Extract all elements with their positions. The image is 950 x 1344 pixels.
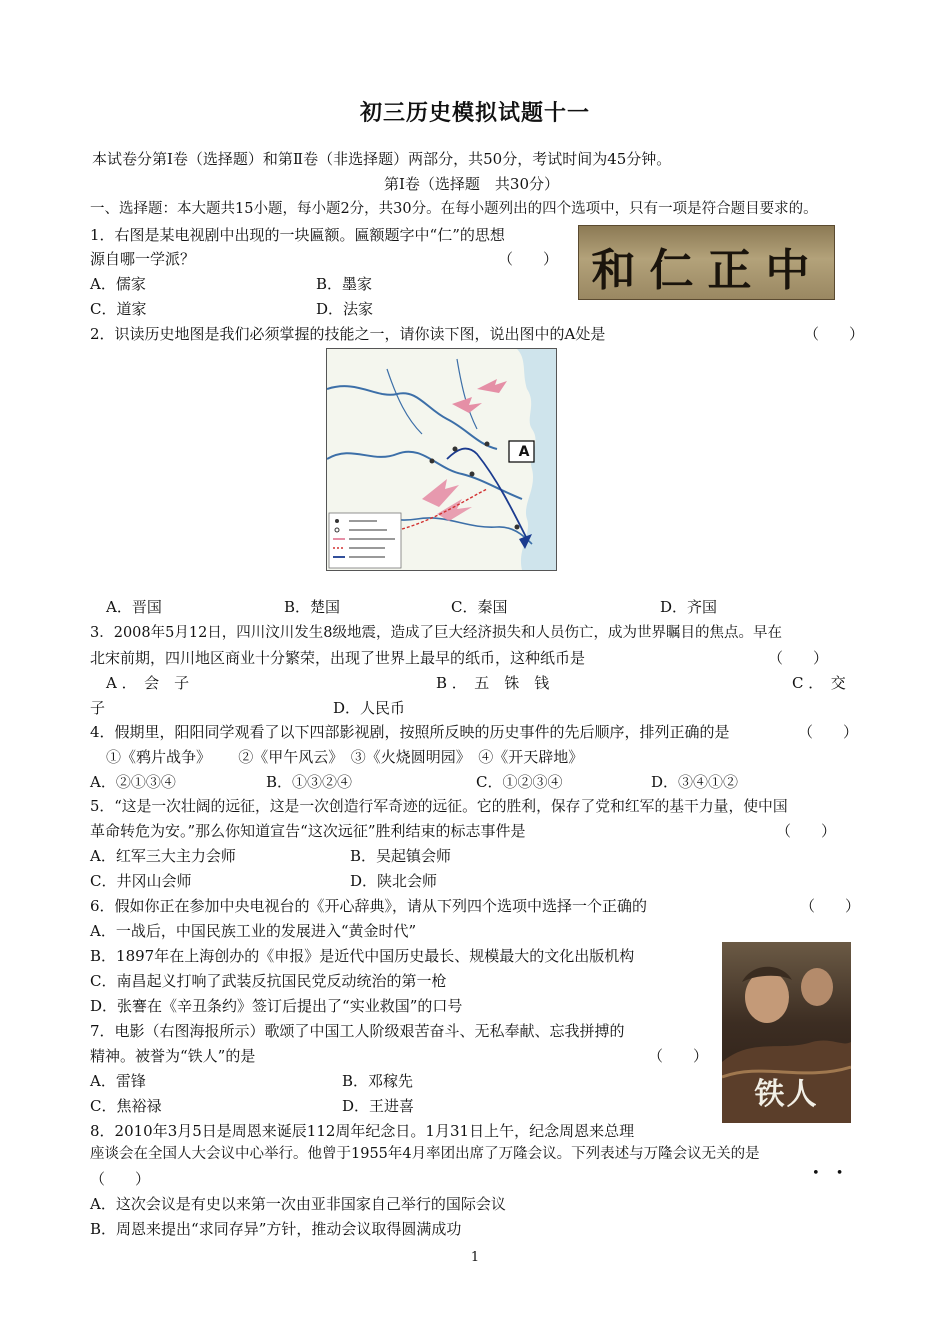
q1-option-a[interactable]: A．儒家 <box>90 275 146 293</box>
q7-option-b[interactable]: B．邓稼先 <box>342 1072 414 1090</box>
exam-intro: 本试卷分第Ⅰ卷（选择题）和第Ⅱ卷（非选择题）两部分，共50分，考试时间为45分钟。 <box>92 150 672 168</box>
q5-option-c[interactable]: C．井冈山会师 <box>90 872 192 890</box>
q2-answer-bracket[interactable]: （ ） <box>804 325 865 343</box>
q8-option-b[interactable]: B．周恩来提出“求同存异”方针，推动会议取得圆满成功 <box>90 1220 462 1238</box>
q3-option-d[interactable]: D．人民币 <box>333 699 406 717</box>
q6-stem: 6．假如你正在参加中央电视台的《开心辞典》，请从下列四个选项中选择一个正确的 <box>90 897 648 915</box>
q5-option-b[interactable]: B．吴起镇会师 <box>350 847 452 865</box>
q5-stem-cont: 革命转危为安。”那么你知道宣告“这次远征”胜利结束的标志事件是 <box>90 822 526 840</box>
q4-option-c[interactable]: C．①②③④ <box>476 773 563 791</box>
historical-map <box>326 348 557 571</box>
part-instruction: 一、选择题：本大题共15小题，每小题2分，共30分。在每小题列出的四个选项中，只有一项是符合题目要求的。 <box>90 201 818 217</box>
q8-stem: 8．2010年3月5日是周恩来诞辰112周年纪念日。1月31日上午，纪念周恩来总理 <box>90 1122 635 1140</box>
q3-stem-cont: 北宋前期，四川地区商业十分繁荣，出现了世界上最早的纸币，这种纸币是 <box>90 649 586 667</box>
q2-stem: 2．识读历史地图是我们必须掌握的技能之一，请你读下图，说出图中的A处是 <box>90 325 606 343</box>
q5-stem: 5．“这是一次壮阔的远征，这是一次创造行军奇迹的远征。它的胜利，保存了党和红军的基干力量，使中国 <box>90 798 788 815</box>
q3-option-b[interactable]: B ． 五 铢 钱 <box>436 674 550 692</box>
emphasis-dots: • • <box>812 1166 850 1181</box>
q1-stem: 1．右图是某电视剧中出现的一块匾额。匾额题字中“仁”的思想 <box>90 226 505 244</box>
q8-stem-cont: 座谈会在全国人大会议中心举行。他曾于1955年4月率团出席了万隆会议。下列表述与万隆会议无关的是 <box>90 1146 760 1162</box>
q1-stem-cont: 源自哪一学派？ <box>90 250 196 268</box>
q4-stem: 4．假期里，阳阳同学观看了以下四部影视剧，按照所反映的历史事件的先后顺序，排列正确的是 <box>90 723 730 741</box>
page-title: 初三历史模拟试题十一 <box>359 100 590 126</box>
q2-option-a[interactable]: A．晋国 <box>106 598 162 616</box>
q1-answer-bracket[interactable]: （ ） <box>498 250 559 268</box>
q7-option-c[interactable]: C．焦裕禄 <box>90 1097 162 1115</box>
q4-option-a[interactable]: A．②①③④ <box>90 773 176 791</box>
q3-option-a[interactable]: A ． 会 子 <box>106 674 190 692</box>
plaque-inscription: 和仁正中 <box>591 245 824 296</box>
q5-answer-bracket[interactable]: （ ） <box>776 822 837 840</box>
q6-option-d[interactable]: D．张謇在《辛丑条约》签订后提出了“实业救国”的口号 <box>90 997 463 1015</box>
q7-option-a[interactable]: A．雷锋 <box>90 1072 146 1090</box>
q3-answer-bracket[interactable]: （ ） <box>768 649 829 667</box>
q8-option-a[interactable]: A．这次会议是有史以来第一次由亚非国家自己举行的国际会议 <box>90 1195 506 1213</box>
q1-option-c[interactable]: C．道家 <box>90 300 147 318</box>
q5-option-d[interactable]: D．陕北会师 <box>350 872 438 890</box>
q4-answer-bracket[interactable]: （ ） <box>798 723 859 741</box>
q4-option-d[interactable]: D．③④①② <box>651 773 739 791</box>
q7-stem-cont: 精神。被誉为“铁人”的是 <box>90 1047 256 1065</box>
q1-option-d[interactable]: D．法家 <box>316 300 374 318</box>
page-number: 1 <box>470 1250 480 1265</box>
q7-stem: 7．电影（右图海报所示）歌颂了中国工人阶级艰苦奋斗、无私奉献、忘我拼搏的 <box>90 1022 625 1040</box>
q2-option-c[interactable]: C．秦国 <box>451 598 508 616</box>
q8-answer-bracket[interactable]: （ ） <box>90 1170 151 1188</box>
q5-option-a[interactable]: A．红军三大主力会师 <box>90 847 236 865</box>
q7-answer-bracket[interactable]: （ ） <box>648 1047 709 1065</box>
q1-option-b[interactable]: B．墨家 <box>316 275 373 293</box>
q6-option-b[interactable]: B．1897年在上海创办的《申报》是近代中国历史最长、规模最大的文化出版机构 <box>90 947 635 965</box>
q6-option-c[interactable]: C．南昌起义打响了武装反抗国民党反动统治的第一枪 <box>90 972 447 990</box>
section-header: 第Ⅰ卷（选择题 共30分） <box>384 175 560 193</box>
q7-option-d[interactable]: D．王进喜 <box>342 1097 415 1115</box>
q4-film-list: ①《鸦片战争》 ②《甲午风云》 ③《火烧圆明园》 ④《开天辟地》 <box>106 748 584 766</box>
poster-title: 铁人 <box>754 1077 819 1112</box>
q4-option-b[interactable]: B．①③②④ <box>266 773 353 791</box>
q2-option-d[interactable]: D．齐国 <box>660 598 718 616</box>
q6-answer-bracket[interactable]: （ ） <box>800 897 861 915</box>
movie-poster-image <box>722 942 851 1123</box>
q2-option-b[interactable]: B．楚国 <box>284 598 341 616</box>
q3-option-c[interactable]: C ． 交 <box>792 674 846 692</box>
plaque-image <box>578 225 835 300</box>
map-label-a: A <box>518 444 530 460</box>
q3-stem: 3．2008年5月12日，四川汶川发生8级地震，造成了巨大经济损失和人员伤亡，成为世界瞩目的焦点。早在 <box>90 625 783 641</box>
q3-option-c-cont: 子 <box>90 699 106 717</box>
q6-option-a[interactable]: A．一战后，中国民族工业的发展进入“黄金时代” <box>90 922 417 940</box>
